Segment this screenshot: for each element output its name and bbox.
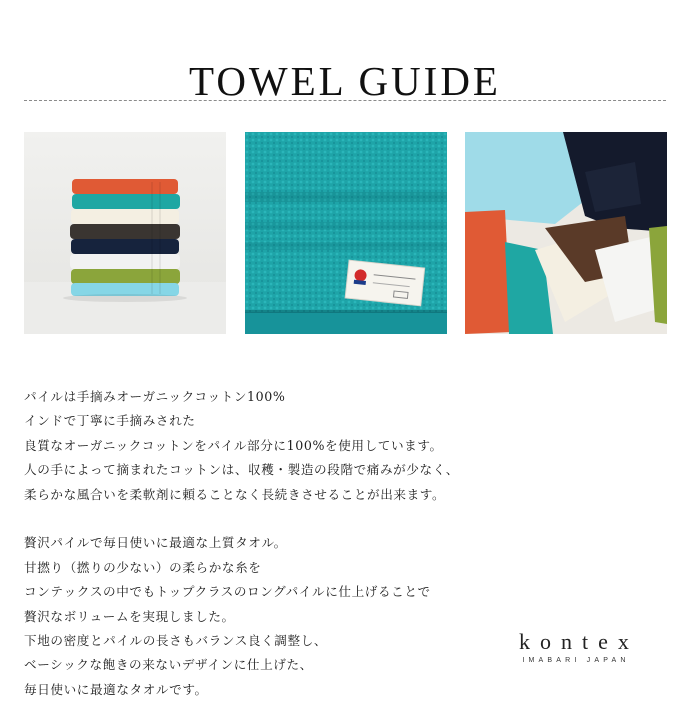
text-line: インドで丁寧に手摘みされた <box>24 413 196 429</box>
text-line: 毎日使いに最適なタオルです。 <box>24 681 208 697</box>
dashed-divider <box>24 100 666 101</box>
body-text <box>24 385 544 702</box>
logo-name: kontex <box>519 629 639 654</box>
text-line: ベーシックな飽きの来ないデザインに仕上げた、 <box>24 657 313 673</box>
kontex-logo <box>482 631 666 664</box>
text-line: 人の手によって摘まれたコットンは、収穫・製造の段階で痛みが少なく、 <box>24 462 459 478</box>
teal-towel-tag-photo <box>245 132 447 334</box>
text-line: 柔らかな風合いを柔軟剤に頼ることなく長続きさせることが出来ます。 <box>24 486 446 502</box>
logo-subtitle: IMABARI JAPAN <box>522 657 630 664</box>
text-line: 下地の密度とパイルの長さもバランス良く調整し、 <box>24 633 328 649</box>
towel-pile-photo <box>465 132 667 334</box>
page-title: TOWEL GUIDE <box>189 58 501 105</box>
text-line: パイルは手摘みオーガニックコットン100% <box>24 389 286 404</box>
text-line: 贅沢パイルで毎日使いに最適な上質タオル。 <box>24 535 287 551</box>
text-line: 甘撚り（撚りの少ない）の柔らかな糸を <box>24 559 262 575</box>
text-line: コンテックスの中でもトップクラスのロングパイルに仕上げることで <box>24 584 431 600</box>
paragraph-luxury-pile <box>24 531 544 702</box>
text-line: 良質なオーガニックコットンをパイル部分に100%を使用しています。 <box>24 437 443 453</box>
text-line: 贅沢なボリュームを実現しました。 <box>24 608 235 624</box>
paragraph-organic-cotton <box>24 385 544 507</box>
stacked-towels-photo <box>24 132 226 334</box>
